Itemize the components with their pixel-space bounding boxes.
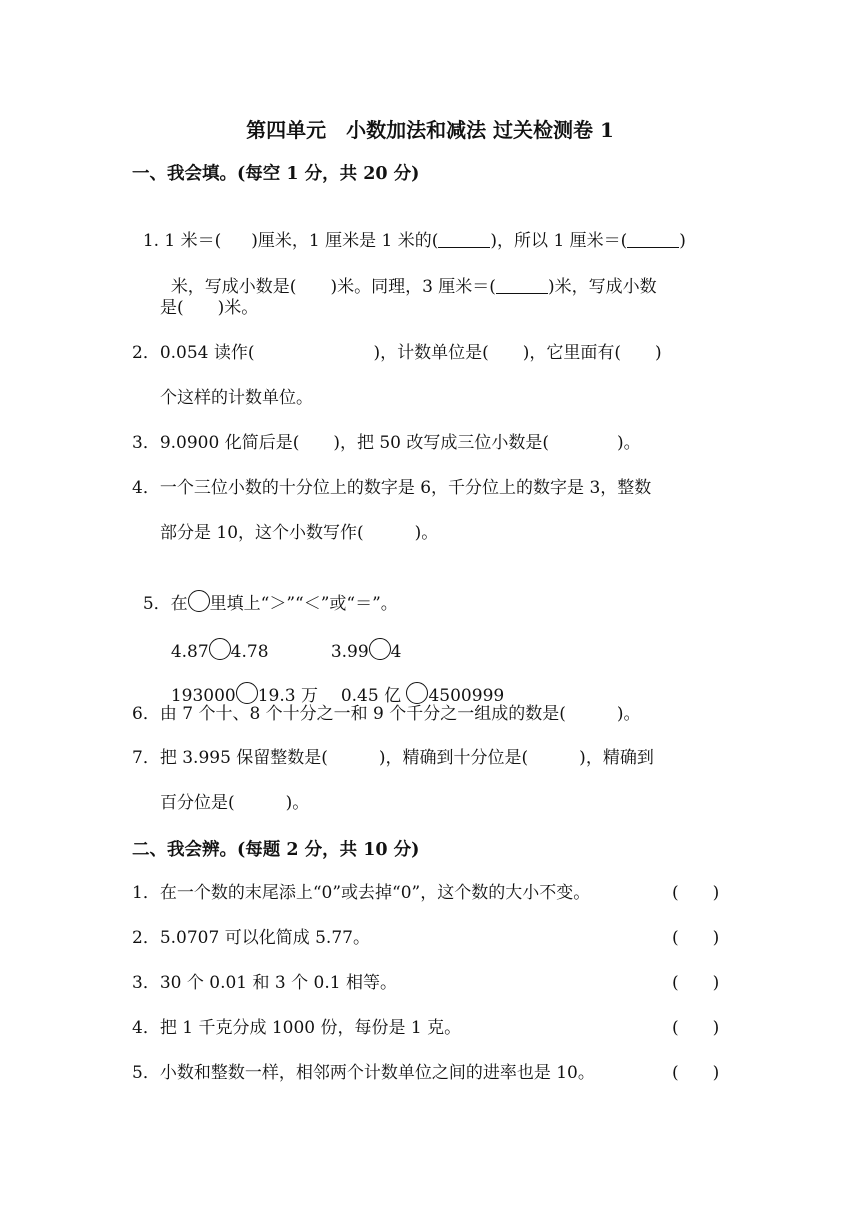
question-1-line-3: 是( )米。 [160, 298, 259, 318]
q1-blank-2[interactable] [438, 231, 490, 248]
q1-text-c: )，所以 1 厘米＝( [490, 231, 628, 251]
question-1-line-2 [160, 251, 760, 299]
q1-text-a: 1. 1 米＝( [142, 231, 222, 251]
q5-text-a: 5．在 [142, 594, 188, 614]
judge-answer-4[interactable]: ( ) [672, 1018, 720, 1038]
q1-blank-4[interactable] [296, 278, 330, 294]
comparison-circle-4[interactable] [406, 682, 428, 704]
question-1-line-1 [132, 205, 732, 253]
q1-line2-c: )米，写成小数 [547, 277, 657, 297]
question-3: 3．9.0900 化简后是( )，把 50 改写成三位小数是( )。 [132, 433, 641, 453]
question-6: 6．由 7 个十、8 个十分之一和 9 个千分之一组成的数是( )。 [132, 704, 641, 724]
question-2-line-1: 2．0.054 读作( )，计数单位是( )，它里面有( ) [132, 343, 662, 363]
question-4-line-2: 部分是 10，这个小数写作( )。 [160, 523, 439, 543]
judge-item-3: 3．30 个 0.01 和 3 个 0.1 相等。 [132, 973, 397, 993]
comparison-1-left: 4.87 [170, 642, 209, 662]
q1-line2-b: )米。同理，3 厘米＝( [330, 277, 496, 297]
judge-item-5: 5．小数和整数一样，相邻两个计数单位之间的进率也是 10。 [132, 1063, 595, 1083]
judge-item-4: 4．把 1 千克分成 1000 份，每份是 1 克。 [132, 1018, 462, 1038]
q1-blank-5[interactable] [496, 277, 548, 294]
judge-item-1: 1．在一个数的末尾添上“0”或去掉“0”，这个数的大小不变。 [132, 883, 591, 903]
comparison-2-left: 3.99 [330, 642, 369, 662]
q5-text-b: 里填上“＞”“＜”或“＝”。 [209, 594, 398, 614]
question-4-line-1: 4．一个三位小数的十分位上的数字是 6，千分位上的数字是 3，整数 [132, 478, 652, 498]
page-title: 第四单元 小数加法和减法 过关检测卷 1 [246, 118, 614, 142]
comparison-1-right: 4.78 [230, 642, 269, 662]
q1-line2-a: 米，写成小数是( [170, 277, 297, 297]
question-7-line-1: 7．把 3.995 保留整数是( )，精确到十分位是( )，精确到 [132, 748, 654, 768]
section-2-heading: 二、我会辨。(每题 2 分，共 10 分) [132, 840, 420, 860]
judge-item-2: 2．5.0707 可以化简成 5.77。 [132, 928, 370, 948]
q1-blank-1[interactable] [221, 232, 251, 248]
circle-icon [188, 590, 210, 612]
comparison-circle-3[interactable] [236, 682, 258, 704]
question-5-line-1 [132, 566, 732, 616]
judge-answer-2[interactable]: ( ) [672, 928, 720, 948]
comparison-3-right: 19.3 万 [257, 686, 318, 706]
q1-text-b: )厘米，1 厘米是 1 米的( [251, 231, 439, 251]
question-2-line-2: 个这样的计数单位。 [160, 388, 313, 408]
comparison-4-left: 0.45 亿 [340, 686, 402, 706]
judge-answer-5[interactable]: ( ) [672, 1063, 720, 1083]
question-7-line-2: 百分位是( )。 [160, 793, 310, 813]
judge-answer-1[interactable]: ( ) [672, 883, 720, 903]
comparison-3-left: 193000 [170, 686, 236, 706]
q1-blank-3[interactable] [627, 231, 679, 248]
comparison-2-right: 4 [390, 642, 402, 662]
comparison-4-right: 4500999 [428, 686, 505, 706]
judge-answer-3[interactable]: ( ) [672, 973, 720, 993]
section-1-heading: 一、我会填。(每空 1 分，共 20 分) [132, 164, 420, 184]
q1-text-d: ) [679, 231, 686, 251]
